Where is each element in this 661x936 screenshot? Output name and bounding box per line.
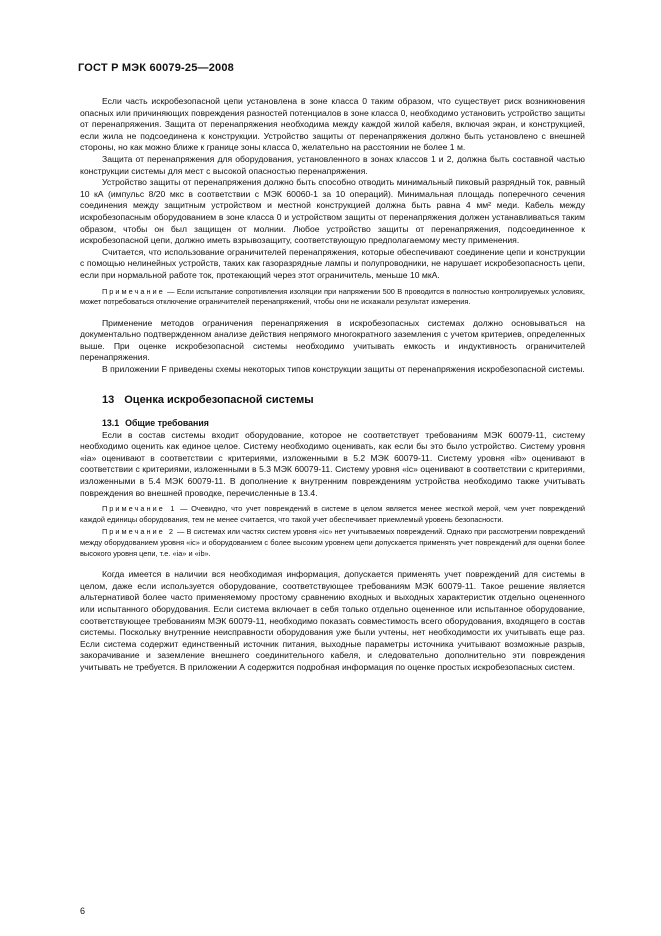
- note-label: Примечание: [102, 286, 165, 296]
- note-label: Примечание 1: [102, 504, 177, 514]
- note-text: — Очевидно, что учет повреждений в системе в целом является менее жесткой мерой, чем учет повреждений каждой единицы оборудования, тем не менее считается, что такой учет обеспечивает приемлемый уровень безопасности.: [80, 504, 585, 524]
- note-1: [80, 504, 585, 525]
- note: [80, 287, 585, 308]
- paragraph: Считается, что использование ограничителей перенапряжения, которые обеспечивают соединение цепи и конструкции с помощью нелинейных устройств, таких как газоразрядные лампы и полупроводники, не нарушает искробезопасность цепи, если при нормальной работе ток, протекающий через этот ограничитель, меньше 10 мкА.: [80, 246, 585, 280]
- section-heading: [102, 394, 585, 406]
- document-header: ГОСТ Р МЭК 60079-25—2008: [78, 62, 235, 74]
- section-number: 13: [102, 393, 115, 406]
- note-label: Примечание 2: [102, 527, 175, 537]
- subsection-heading: [102, 418, 585, 428]
- subsection-title: Общие требования: [125, 417, 209, 428]
- note-text: — В системах или частях систем уровня «ic» нет учитываемых повреждений. Однако при рассмотрении повреждений между оборудованием уровня «ic» и оборудованием с более высоким уровнем цепи допускается применять учет повреждений для оценки более высокого уровня цепи, т.е. «ia» и «ib».: [80, 527, 585, 558]
- paragraph: Защита от перенапряжения для оборудования, установленного в зонах классов 1 и 2, должна быть составной частью конструкции системы для мест с высокой опасностью перенапряжения.: [80, 153, 585, 176]
- note-2: [80, 527, 585, 559]
- paragraph: Применение методов ограничения перенапряжения в искробезопасных системах должно основываться на документально подтвержденном анализе действия непрямого многократного заземления с учетом критериев, определенных выше. При оценке искробезопасной системы необходимо учитывать емкость и индуктивность ограничителей перенапряжения.: [80, 317, 585, 363]
- subsection-number: 13.1: [102, 417, 120, 428]
- paragraph: Когда имеется в наличии вся необходимая информация, допускается применять учет повреждений для системы в целом, даже если используется оборудование, соответствующее требованиям МЭК 60079-11. Такое решение является альтернативой более часто применяемому простому сравнению входных и выходных характеристик отдельно оцененного или испытанного оборудования. Если система включает в себя только отдельно оцененное или испытанное оборудование, соответствующее требованиям МЭК 60079-11, необходимо показать совместимость всего оборудования, входящего в состав системы. Поскольку внутренние неисправности оборудования уже были учтены, нет необходимости их учитывать еще раз. Если система содержит единственный источник питания, выходные параметры источника учитывают возможные разрыв, закорачивание и заземление внешнего соединительного кабеля, и следовательно дополнительно эти повреждения учитывать не требуется. В приложении А содержится подробная информация по оценке простых искробезопасных систем.: [80, 569, 585, 672]
- page-number: 6: [80, 906, 86, 916]
- paragraph: Устройство защиты от перенапряжения должно быть способно отводить минимальный пиковый разрядный ток, равный 10 кА (импульс 8/20 мкс в соответствии с МЭК 60060-1 за 10 операций). Минимальная площадь поперечного сечения соединения между защитным устройством и местной конструкцией должна быть равна 4 мм² меди. Кабель между искробезопасным оборудованием в зоне класса 0 и устройством защиты от перенапряжения должен устанавливаться таким образом, чтобы он был защищен от молнии. Любое устройство защиты от перенапряжения, подсоединенное к искробезопасной цепи, должно иметь взрывозащиту, соответствующую предполагаемому месту применения.: [80, 177, 585, 246]
- paragraph: Если часть искробезопасной цепи установлена в зоне класса 0 таким образом, что существует риск возникновения опасных или причиняющих повреждения разностей потенциалов в зоне класса 0, необходимо установить устройство защиты от перенапряжения. Защита от перенапряжения необходима между каждой жилой кабеля, включая экран, и конструкцией, если жила не подсоединена к конструкции. Устройство защиты от перенапряжения должно быть установлено с внешней стороны, но как можно ближе к границе зоны класса 0, желательно на расстоянии не более 1 м.: [80, 96, 585, 153]
- paragraph: В приложении F приведены схемы некоторых типов конструкции защиты от перенапряжения искробезопасной системы.: [102, 364, 585, 375]
- note-text: — Если испытание сопротивления изоляции при напряжении 500 В проводится в полностью контролируемых условиях, может потребоваться отключение ограничителей перенапряжений, чтобы они не искажали результат измерения.: [80, 286, 585, 307]
- paragraph: Если в состав системы входит оборудование, которое не соответствует требованиям МЭК 60079-11, систему необходимо оценить как единое целое. Систему необходимо оценивать, как если бы это было устройство. Систему уровня «ia» оценивают в соответствии с критериями, изложенными в 5.2 МЭК 60079-11. Систему уровня «ib» оценивают в соответствии с критериями, изложенными в 5.3 МЭК 60079-11. Систему уровня «ic» оценивают в соответствии с критериями, изложенными в 5.4 МЭК 60079-11. В дополнение к внутренним повреждениям устройства необходимо также учитывать повреждения во внешней проводке, перечисленные в 13.4.: [80, 429, 585, 498]
- section-title: Оценка искробезопасной системы: [124, 393, 314, 406]
